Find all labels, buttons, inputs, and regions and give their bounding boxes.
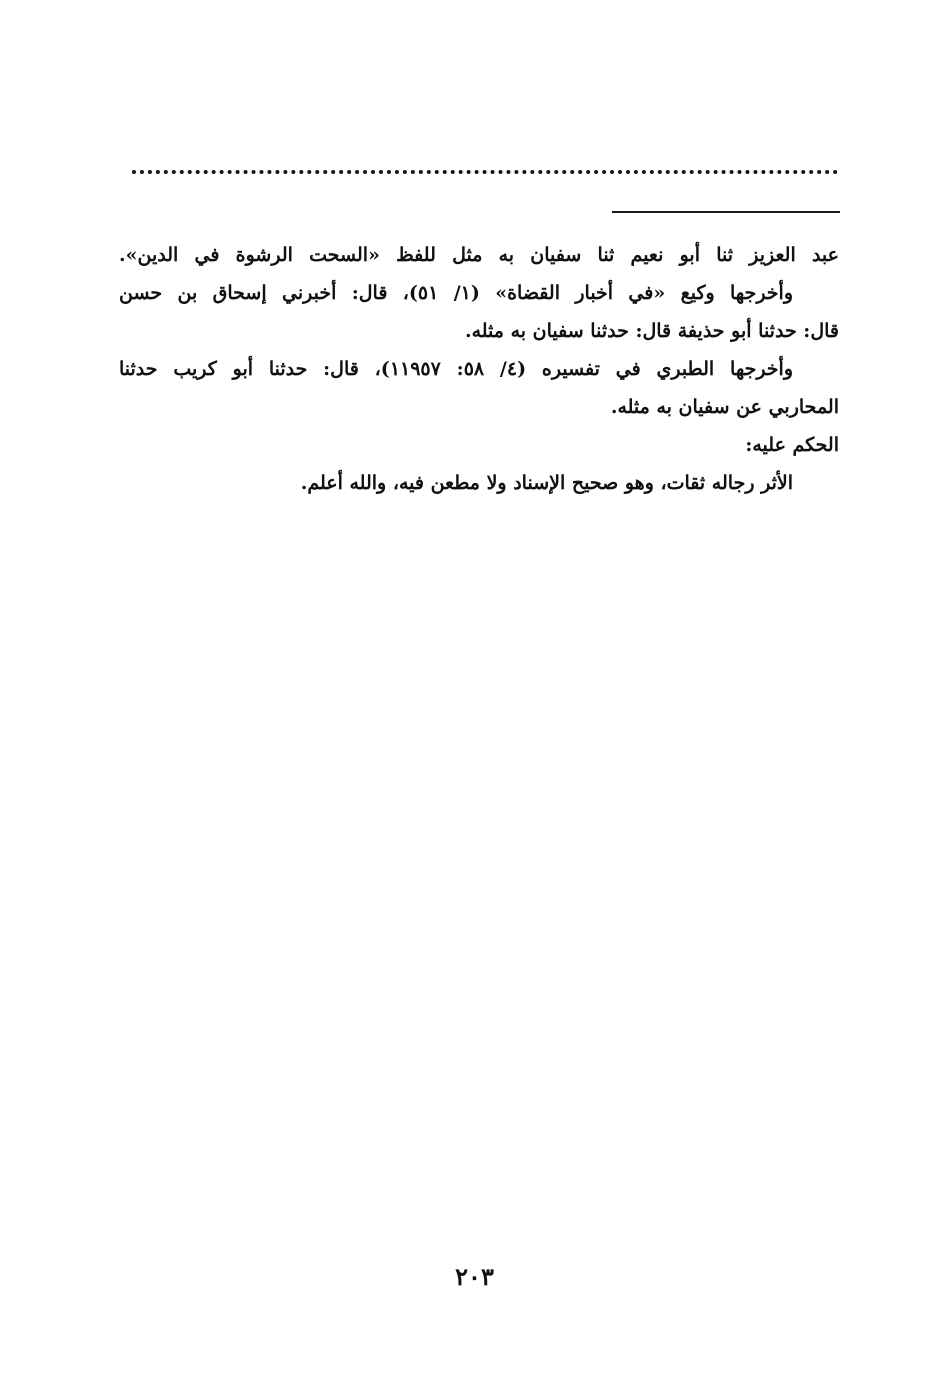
ruling-heading: الحكم عليه: bbox=[745, 434, 839, 456]
page-number: ٢٠٣ bbox=[455, 1262, 494, 1291]
footnote-block bbox=[119, 236, 839, 502]
footnote-line-1: عبد العزيز ثنا أبو نعيم ثنا سفيان به مثل للفظ «السحت الرشوة في الدين». bbox=[119, 244, 839, 266]
dotted-divider bbox=[132, 170, 838, 174]
footnote-rule bbox=[612, 211, 840, 213]
footnote-line-2: وأخرجها وكيع «في أخبار القضاة» (١/ ٥١)، قال: أخبرني إسحاق بن حسن bbox=[119, 282, 793, 304]
footnote-line-4: وأخرجها الطبري في تفسيره (٤/ ٥٨: ١١٩٥٧)، قال: حدثنا أبو كريب حدثنا bbox=[119, 358, 793, 380]
footnote-line-3: قال: حدثنا أبو حذيفة قال: حدثنا سفيان به مثله. bbox=[464, 320, 839, 342]
footnote-line-5: المحاربي عن سفيان به مثله. bbox=[610, 396, 839, 418]
ruling-text: الأثر رجاله ثقات، وهو صحيح الإسناد ولا مطعن فيه، والله أعلم. bbox=[300, 472, 793, 494]
